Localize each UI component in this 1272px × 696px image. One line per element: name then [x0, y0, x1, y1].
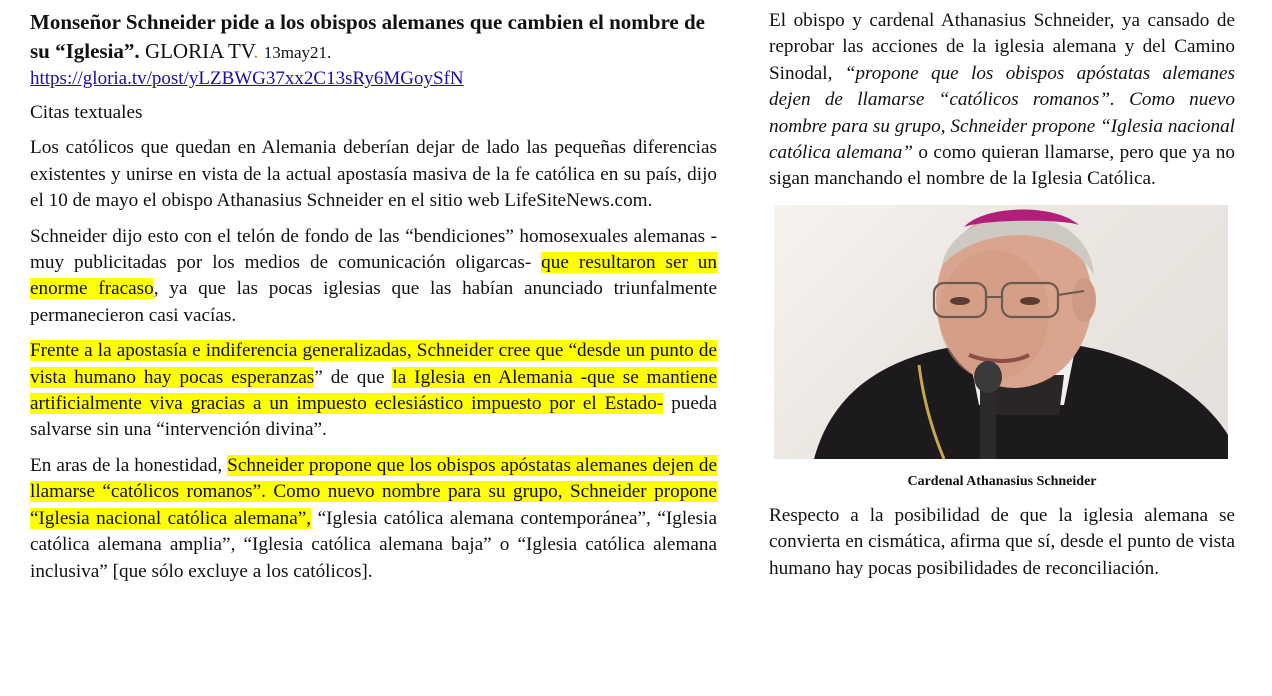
cardinal-photo [774, 205, 1228, 459]
right-paragraph-1-text-b: o como quieran llamarse, pero que ya no sigan manchando el nombre de la Iglesia Católica. [769, 142, 1235, 190]
paragraph-2-text-a: Schneider dijo esto con el telón de fondo de las “bendiciones” homosexuales alemanas -muy publicitadas por los medios de comunicación oligarcas- [30, 225, 717, 274]
paragraph-1: Los católicos que quedan en Alemania deberían dejar de lado las pequeñas diferencias existentes y unirse en vista de la actual apostasía masiva de la fe católica en su país, dijo el 10 de mayo el obispo Athanasius Schneider en el sitio web LifeSiteNews.com. [30, 137, 717, 212]
paragraph-3-text-b: pueda salvarse sin una “intervención divina”. [30, 393, 718, 441]
paragraph-3-text-a: ” de que [314, 366, 385, 388]
right-paragraph-1-quote: “propone que los obispos apóstatas alemanes dejen de llamarse “católicos romanos”. Como nuevo nombre para su grupo, Schneider propone “Iglesia nacional católica alemana” [769, 62, 1235, 164]
source-link[interactable]: https://gloria.tv/post/yLZBWG37xx2C13sRy6MGoySfN [30, 68, 464, 89]
right-column [769, 8, 1235, 582]
paragraph-4-text-a: En aras de la honestidad, [30, 454, 223, 476]
article-date: 13may21. [263, 43, 332, 62]
paragraph-3-highlight-2: la Iglesia en Alemania -que se mantiene artificialmente viva gracias a un impuesto eclesiástico impuesto por el Estado- [30, 366, 718, 415]
source-name: GLORIA TV [144, 39, 254, 63]
article-title: Monseñor Schneider pide a los obispos alemanes que cambien el nombre de su “Iglesia”. [30, 10, 705, 63]
cardinal-portrait-illustration [774, 205, 1228, 459]
section-label: Citas textuales [30, 102, 143, 123]
article-header [30, 8, 717, 67]
paragraph-2 [30, 224, 717, 330]
paragraph-4-text-b: “Iglesia católica alemana contemporánea”, “Iglesia católica alemana amplia”, “Iglesia católica alemana baja” o “Iglesia católica alemana inclusiva” [que sólo excluye a los católicos]. [30, 507, 717, 582]
paragraph-2-text-b: , ya que las pocas iglesias que las habían anunciado triunfalmente permanecieron casi vacías. [30, 278, 717, 326]
source-dot: . [253, 39, 259, 63]
right-paragraph-1-text-a: El obispo y cardenal Athanasius Schneider, ya cansado de reprobar las acciones de la iglesia alemana y del Camino Sinodal, [769, 10, 1235, 84]
paragraph-2-highlight: que resultaron ser un enorme fracaso [30, 252, 717, 300]
paragraph-3-highlight-1: Frente a la apostasía e indiferencia generalizadas, Schneider cree que “desde un punto de vista humano hay pocas esperanzas [30, 340, 717, 388]
paragraph-3 [30, 338, 717, 444]
left-column [30, 8, 717, 585]
right-paragraph-2: Respecto a la posibilidad de que la iglesia alemana se convierta en cismática, afirma que sí, desde el punto de vista humano hay pocas posibilidades de reconciliación. [769, 504, 1235, 579]
right-paragraph-1 [769, 8, 1235, 193]
paragraph-4 [30, 453, 717, 585]
photo-caption: Cardenal Athanasius Schneider [907, 473, 1097, 489]
paragraph-4-highlight: Schneider propone que los obispos apóstatas alemanes dejen de llamarse “católicos romanos”. Como nuevo nombre para su grupo, Schneider propone “Iglesia nacional católica alemana”, [30, 454, 717, 529]
